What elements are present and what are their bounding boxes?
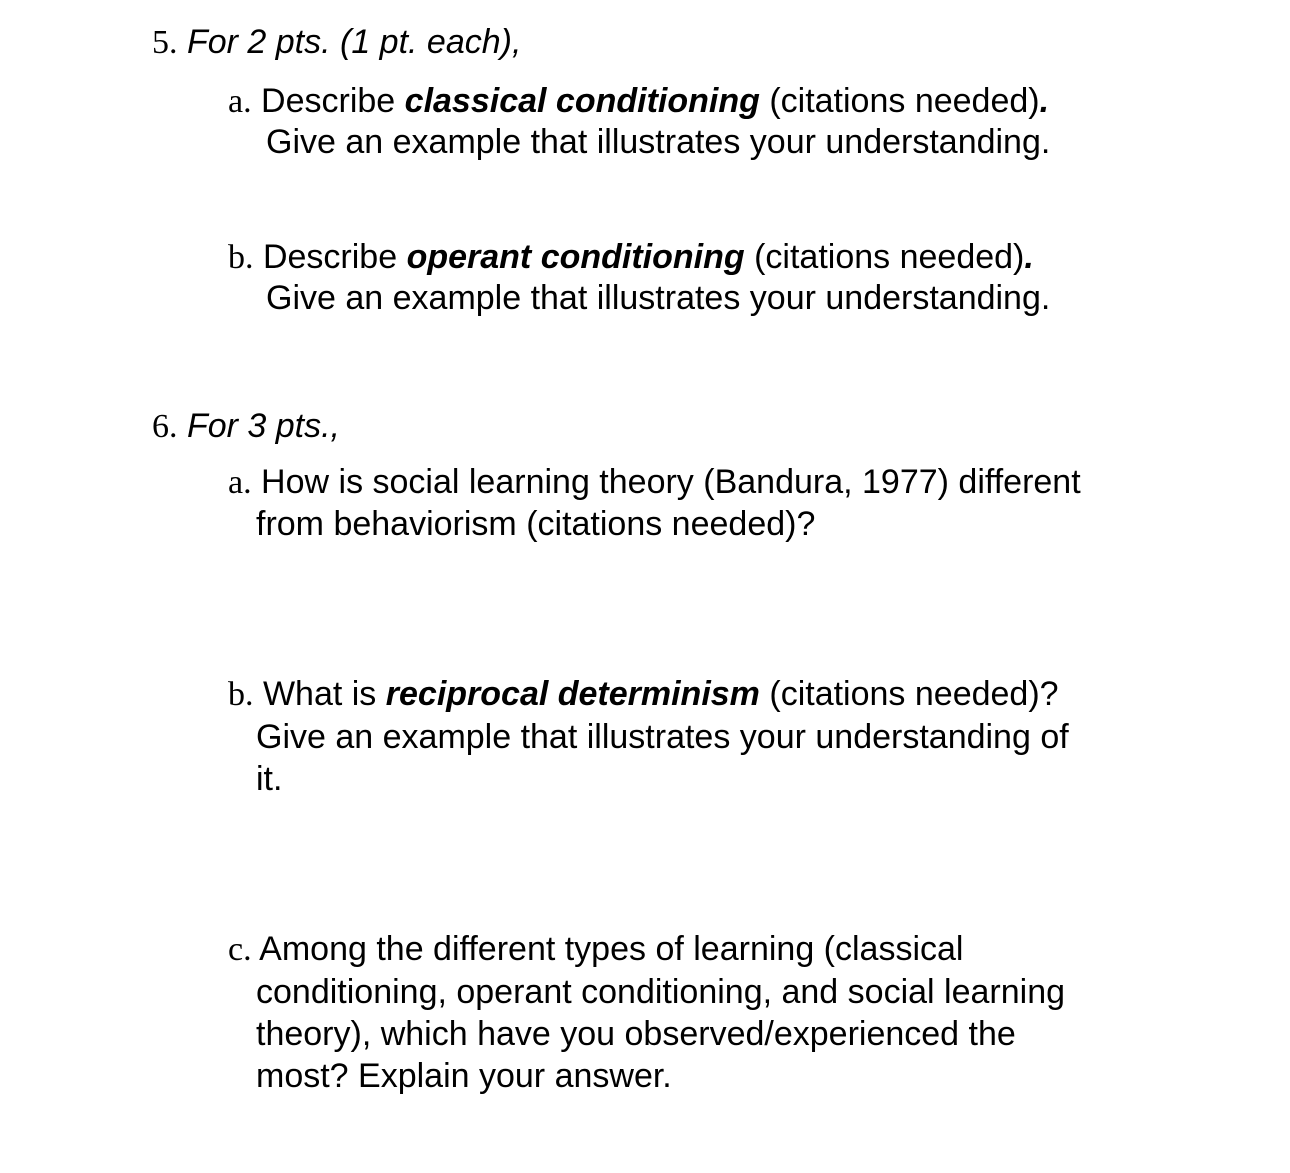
q5a-line1 <box>228 80 1049 123</box>
q6a-line1 <box>228 461 1081 504</box>
q6-heading <box>152 405 340 448</box>
q5b-post: (citations needed) <box>754 238 1025 276</box>
q5a-post: (citations needed) <box>769 82 1040 120</box>
q5a-letter: a. <box>228 83 252 120</box>
q5b-pre: Describe <box>262 238 398 276</box>
q6c-line4: most? Explain your answer. <box>256 1057 672 1095</box>
q6-number: 6. <box>152 408 178 445</box>
q5a-line2: Give an example that illustrates your understanding. <box>266 123 1051 161</box>
q6-points: For 3 pts., <box>186 407 341 445</box>
q6c-letter: c. <box>228 931 252 968</box>
q6c-line3: theory), which have you observed/experienced the <box>256 1015 1016 1053</box>
q5b-letter: b. <box>228 239 254 276</box>
q5a-pre: Describe <box>261 82 396 120</box>
q6a-text: How is social learning theory (Bandura, 1977) different <box>261 463 1081 501</box>
q5a-term: classical conditioning <box>404 82 760 120</box>
q6c-line2: conditioning, operant conditioning, and social learning <box>256 973 1066 1011</box>
q6a-letter: a. <box>228 464 252 501</box>
q5b-line1 <box>228 236 1034 279</box>
q6a-line2: from behaviorism (citations needed)? <box>256 505 816 543</box>
q6b-term: reciprocal determinism <box>385 675 760 713</box>
q6b-letter: b. <box>228 676 254 713</box>
q5b-period: . <box>1024 238 1034 276</box>
q5-heading <box>152 21 521 64</box>
q5-points: For 2 pts. (1 pt. each), <box>186 23 522 61</box>
q5b-line2: Give an example that illustrates your understanding. <box>266 279 1051 317</box>
q5b-term: operant conditioning <box>406 238 745 276</box>
q6b-post: (citations needed)? <box>769 675 1059 713</box>
q6b-line3: it. <box>256 760 283 798</box>
q5a-period: . <box>1039 82 1050 120</box>
q6c-line1 <box>228 928 963 971</box>
q6b-pre: What is <box>262 675 377 713</box>
q6b-line1 <box>228 673 1059 716</box>
q6c-text: Among the different types of learning (classical <box>259 930 964 968</box>
q5-number: 5. <box>152 24 178 61</box>
q6b-line2: Give an example that illustrates your understanding of <box>256 718 1069 756</box>
